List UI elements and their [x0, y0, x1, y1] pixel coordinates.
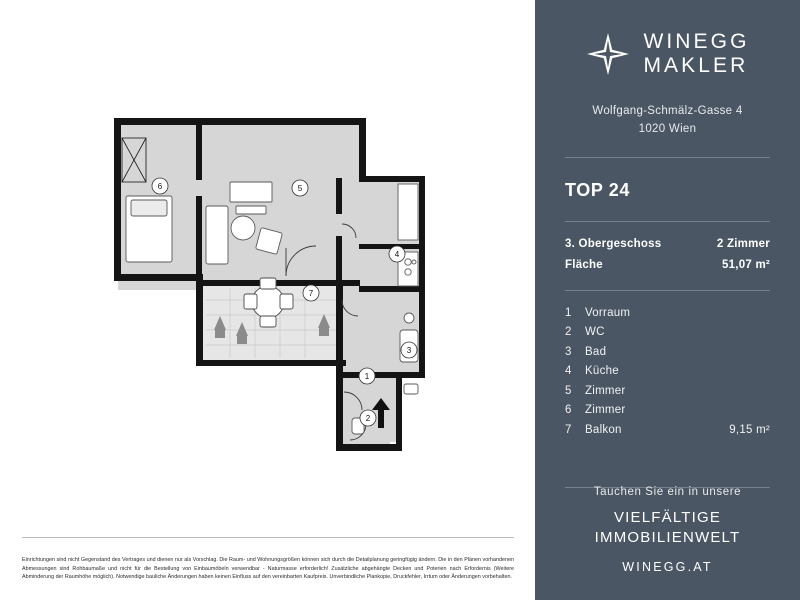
- room-name: Zimmer: [585, 404, 626, 417]
- svg-text:1: 1: [364, 372, 370, 381]
- room-number: 6: [565, 404, 572, 417]
- room-name: WC: [585, 326, 605, 339]
- brand-line-2: MAKLER: [643, 53, 749, 77]
- panel-divider-2: [565, 221, 770, 222]
- svg-text:5: 5: [297, 184, 303, 193]
- svg-text:6: 6: [157, 182, 163, 191]
- tagline-line-3: IMMOBILIENWELT: [594, 528, 741, 546]
- room-number: 7: [565, 423, 572, 436]
- room-area: 9,15 m²: [729, 423, 770, 436]
- brand-wordmark: [643, 30, 749, 77]
- panel-divider-3: [565, 290, 770, 291]
- panel-divider-1: [565, 157, 770, 158]
- svg-text:3: 3: [406, 346, 412, 355]
- property-address: [592, 103, 742, 139]
- room-number: 4: [565, 365, 572, 378]
- room-number: 2: [565, 326, 572, 339]
- tagline-line-2: VIELFÄLTIGE: [613, 508, 722, 526]
- disclaimer-divider: [22, 537, 514, 538]
- list-item: [565, 326, 770, 338]
- fact-row-area: [565, 259, 770, 271]
- room-number: 1: [565, 306, 572, 319]
- four-point-star-icon: [585, 31, 631, 77]
- panel-tagline: [535, 486, 800, 575]
- info-panel: [535, 0, 800, 600]
- room-list: [565, 307, 770, 444]
- list-item: [565, 346, 770, 358]
- area-label: Fläche: [565, 258, 603, 271]
- room-number: 3: [565, 345, 572, 358]
- room-name: Balkon: [585, 423, 622, 436]
- room-name: Zimmer: [585, 384, 626, 397]
- address-street: Wolfgang-Schmälz-Gasse 4: [592, 105, 743, 118]
- svg-text:4: 4: [394, 250, 400, 259]
- list-item: [565, 365, 770, 377]
- brand-line-1: WINEGG: [643, 30, 750, 53]
- room-name: Bad: [585, 345, 607, 358]
- svg-text:2: 2: [365, 414, 371, 423]
- list-item: [565, 385, 770, 397]
- floor-label: 3. Obergeschoss: [565, 237, 662, 250]
- website-url[interactable]: WINEGG.AT: [622, 560, 713, 574]
- svg-text:7: 7: [308, 289, 314, 298]
- fact-row-floor: [565, 238, 770, 250]
- tagline-line-1: Tauchen Sie ein in unsere: [593, 485, 742, 498]
- disclaimer-text: Einrichtungen sind nicht Gegenstand des Vertrages und dienen nur als Vorschlag. Die Raum- und Wohnungsgrößen können sich durch die Detailplanung geringfügig ändern. Die in den Plänen vorhandenen Abmessungen sind Rohbaumaße und nicht für die Bestellung von Einbaumöbeln verwendbar - Naturmasse erforderlich! Zusätzliche abgehängte Decken und Poterien nach Erfordernis (Weitere Abminderung der Raumhöhe möglich). Notwendige bauliche Änderungen haben keinen Einfluss auf den vereinbarten Kaufpreis. Unverbindliche Plankopie, Druckfehler, Irrtum oder Änderungen vorbehalten.: [22, 556, 514, 581]
- room-name: Küche: [585, 365, 619, 378]
- list-item: [565, 424, 770, 436]
- area-value: 51,07 m²: [721, 258, 770, 271]
- list-item: [565, 307, 770, 319]
- address-city: 1020 Wien: [638, 122, 697, 135]
- room-number: 5: [565, 384, 572, 397]
- room-name: Vorraum: [585, 306, 631, 319]
- rooms-count-label: 2 Zimmer: [716, 237, 770, 250]
- unit-facts: [565, 238, 770, 280]
- floorplan-rooms: [114, 118, 425, 451]
- list-item: [565, 404, 770, 416]
- brand-logo: [585, 30, 749, 77]
- unit-title: TOP 24: [565, 179, 630, 200]
